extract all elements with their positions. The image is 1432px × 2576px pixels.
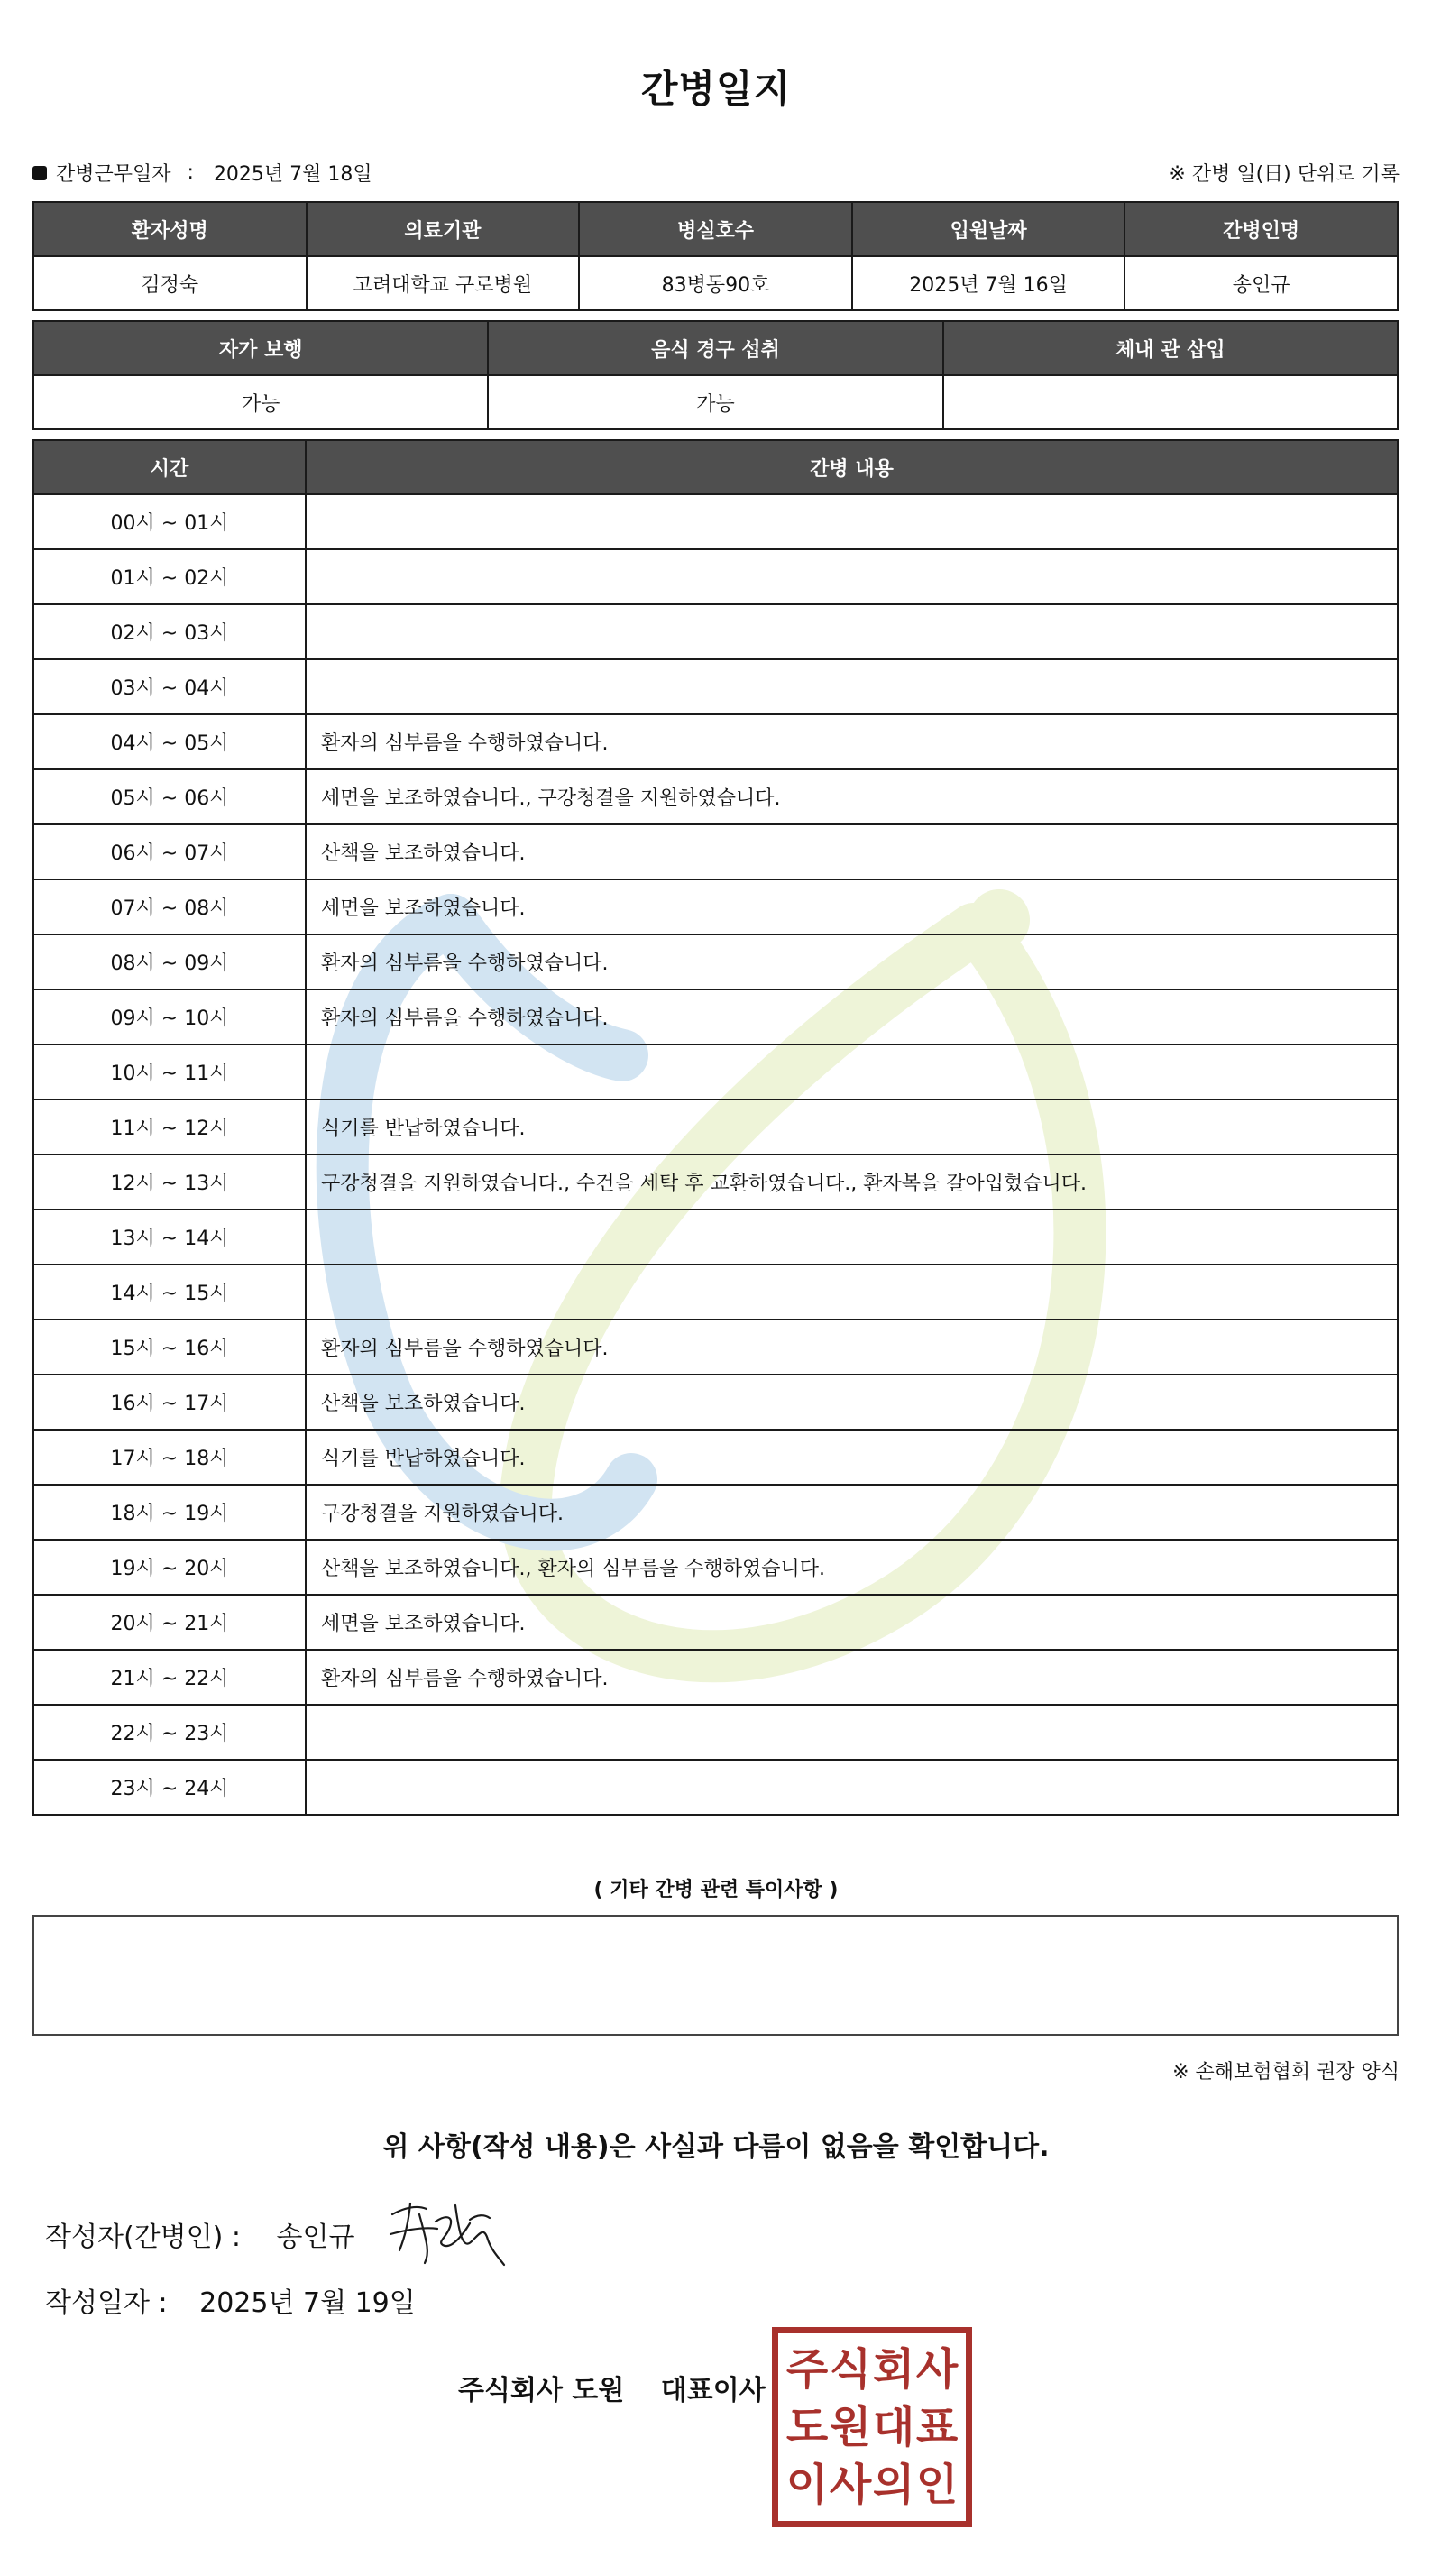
time-cell: 04시 ~ 05시: [33, 714, 306, 769]
header-self-walking: 자가 보행: [33, 321, 488, 375]
seal-char: 원: [829, 2402, 872, 2452]
time-cell: 12시 ~ 13시: [33, 1155, 306, 1210]
content-cell: 식기를 반납하였습니다.: [306, 1099, 1398, 1155]
confirmation-statement: 위 사항(작성 내용)은 사실과 다름이 없음을 확인합니다.: [382, 2131, 1050, 2163]
content-cell: [306, 549, 1398, 604]
time-cell: 10시 ~ 11시: [33, 1044, 306, 1099]
header-time: 시간: [33, 440, 306, 494]
oral-intake-value: 가능: [488, 375, 942, 429]
content-cell: [306, 1044, 1398, 1099]
seal-char: 회: [872, 2344, 915, 2395]
written-date-label: 작성일자 :: [45, 2287, 168, 2319]
table-row: [33, 256, 1398, 310]
table-row: [33, 989, 1398, 1044]
table-row: [33, 1099, 1398, 1155]
header-tube-insertion: 체내 관 삽입: [943, 321, 1398, 375]
content-cell: [306, 1210, 1398, 1265]
company-name: 주식회사 도원: [458, 2375, 625, 2406]
seal-char: 식: [829, 2344, 872, 2395]
time-cell: 18시 ~ 19시: [33, 1485, 306, 1540]
table-row: [33, 1430, 1398, 1485]
caregiver-name: 송인규: [1124, 256, 1398, 310]
form-note: ※ 손해보험협회 권장 양식: [1172, 2061, 1400, 2084]
patient-status-table: [32, 320, 1399, 430]
content-cell: 환자의 심부름을 수행하였습니다.: [306, 714, 1398, 769]
table-row: [33, 824, 1398, 879]
table-row: [33, 1485, 1398, 1540]
header-room: 병실호수: [579, 202, 852, 256]
company-role: 대표이사: [660, 2375, 766, 2406]
table-row: [33, 1705, 1398, 1760]
seal-char: 표: [915, 2402, 959, 2452]
writer-line: [45, 2214, 354, 2254]
table-row: [33, 1650, 1398, 1705]
time-cell: 02시 ~ 03시: [33, 604, 306, 659]
time-cell: 01시 ~ 02시: [33, 549, 306, 604]
seal-char: 대: [872, 2402, 915, 2452]
table-row: [33, 879, 1398, 934]
special-notes-title: ( 기타 간병 관련 특이사항 ): [593, 1879, 839, 1901]
time-cell: 03시 ~ 04시: [33, 659, 306, 714]
table-row: [33, 1595, 1398, 1650]
time-cell: 09시 ~ 10시: [33, 989, 306, 1044]
time-cell: 05시 ~ 06시: [33, 769, 306, 824]
seal-char: 인: [915, 2460, 959, 2510]
content-cell: [306, 1760, 1398, 1815]
header-oral-intake: 음식 경구 섭취: [488, 321, 942, 375]
time-cell: 21시 ~ 22시: [33, 1650, 306, 1705]
header-admission-date: 입원날짜: [852, 202, 1125, 256]
signature: [383, 2187, 509, 2268]
table-row: [33, 1265, 1398, 1320]
table-row: [33, 769, 1398, 824]
table-header-row: [33, 440, 1398, 494]
content-cell: 환자의 심부름을 수행하였습니다.: [306, 934, 1398, 989]
table-row: [33, 1155, 1398, 1210]
content-cell: 환자의 심부름을 수행하였습니다.: [306, 1320, 1398, 1375]
table-row: [33, 934, 1398, 989]
written-date-value: 2025년 7월 19일: [199, 2287, 416, 2319]
company-line: [458, 2368, 766, 2407]
time-cell: 11시 ~ 12시: [33, 1099, 306, 1155]
time-cell: 07시 ~ 08시: [33, 879, 306, 934]
time-cell: 22시 ~ 23시: [33, 1705, 306, 1760]
table-row: [33, 659, 1398, 714]
content-cell: 산책을 보조하였습니다.: [306, 824, 1398, 879]
time-cell: 19시 ~ 20시: [33, 1540, 306, 1595]
page-title: 간병일지: [640, 67, 792, 111]
table-row: [33, 375, 1398, 429]
work-date: [32, 159, 372, 187]
content-cell: [306, 1265, 1398, 1320]
header-caregiver-name: 간병인명: [1124, 202, 1398, 256]
time-cell: 23시 ~ 24시: [33, 1760, 306, 1815]
table-header-row: [33, 321, 1398, 375]
table-header-row: [33, 202, 1398, 256]
time-cell: 20시 ~ 21시: [33, 1595, 306, 1650]
time-cell: 08시 ~ 09시: [33, 934, 306, 989]
seal-char: 사: [915, 2344, 959, 2395]
seal-char: 의: [872, 2460, 915, 2510]
content-cell: [306, 659, 1398, 714]
seal-char: 이: [785, 2460, 829, 2510]
content-cell: 세면을 보조하였습니다.: [306, 879, 1398, 934]
content-cell: 산책을 보조하였습니다., 환자의 심부름을 수행하였습니다.: [306, 1540, 1398, 1595]
table-row: [33, 604, 1398, 659]
content-cell: [306, 1705, 1398, 1760]
time-cell: 17시 ~ 18시: [33, 1430, 306, 1485]
admission-date: 2025년 7월 16일: [852, 256, 1125, 310]
table-row: [33, 1540, 1398, 1595]
bullet-icon: [32, 166, 47, 180]
table-row: [33, 549, 1398, 604]
seal-char: 도: [785, 2402, 829, 2452]
table-row: [33, 1044, 1398, 1099]
writer-name: 송인규: [276, 2222, 355, 2253]
content-cell: 환자의 심부름을 수행하였습니다.: [306, 1650, 1398, 1705]
self-walking-value: 가능: [33, 375, 488, 429]
table-row: [33, 1375, 1398, 1430]
special-notes-box: [32, 1915, 1399, 2036]
time-cell: 15시 ~ 16시: [33, 1320, 306, 1375]
table-row: [33, 1210, 1398, 1265]
hospital-name: 고려대학교 구로병원: [307, 256, 580, 310]
header-hospital: 의료기관: [307, 202, 580, 256]
daily-record-note: ※ 간병 일(日) 단위로 기록: [1169, 163, 1400, 186]
care-log-table: [32, 439, 1399, 1816]
written-date-line: [45, 2280, 416, 2320]
content-cell: 구강청결을 지원하였습니다.: [306, 1485, 1398, 1540]
work-date-separator: :: [187, 161, 194, 184]
patient-info-table: [32, 201, 1399, 311]
table-row: [33, 494, 1398, 549]
table-row: [33, 1760, 1398, 1815]
content-cell: 산책을 보조하였습니다.: [306, 1375, 1398, 1430]
time-cell: 00시 ~ 01시: [33, 494, 306, 549]
time-cell: 14시 ~ 15시: [33, 1265, 306, 1320]
time-cell: 13시 ~ 14시: [33, 1210, 306, 1265]
content-cell: 구강청결을 지원하였습니다., 수건을 세탁 후 교환하였습니다., 환자복을 갈아입혔습니다.: [306, 1155, 1398, 1210]
seal-char: 주: [785, 2344, 829, 2395]
room-number: 83병동90호: [579, 256, 852, 310]
company-seal: [772, 2327, 972, 2527]
work-date-value: 2025년 7월 18일: [213, 163, 372, 186]
content-cell: 환자의 심부름을 수행하였습니다.: [306, 989, 1398, 1044]
content-cell: [306, 604, 1398, 659]
table-row: [33, 1320, 1398, 1375]
time-cell: 16시 ~ 17시: [33, 1375, 306, 1430]
content-cell: 세면을 보조하였습니다., 구강청결을 지원하였습니다.: [306, 769, 1398, 824]
writer-label: 작성자(간병인) :: [45, 2222, 241, 2253]
seal-char: 사: [829, 2460, 872, 2510]
work-date-label: 간병근무일자: [56, 163, 171, 186]
header-patient-name: 환자성명: [33, 202, 307, 256]
content-cell: 세면을 보조하였습니다.: [306, 1595, 1398, 1650]
content-cell: [306, 494, 1398, 549]
seal-characters: [785, 2341, 959, 2514]
header-care-content: 간병 내용: [306, 440, 1398, 494]
tube-insertion-value: [943, 375, 1398, 429]
time-cell: 06시 ~ 07시: [33, 824, 306, 879]
patient-name: 김정숙: [33, 256, 307, 310]
content-cell: 식기를 반납하였습니다.: [306, 1430, 1398, 1485]
table-row: [33, 714, 1398, 769]
